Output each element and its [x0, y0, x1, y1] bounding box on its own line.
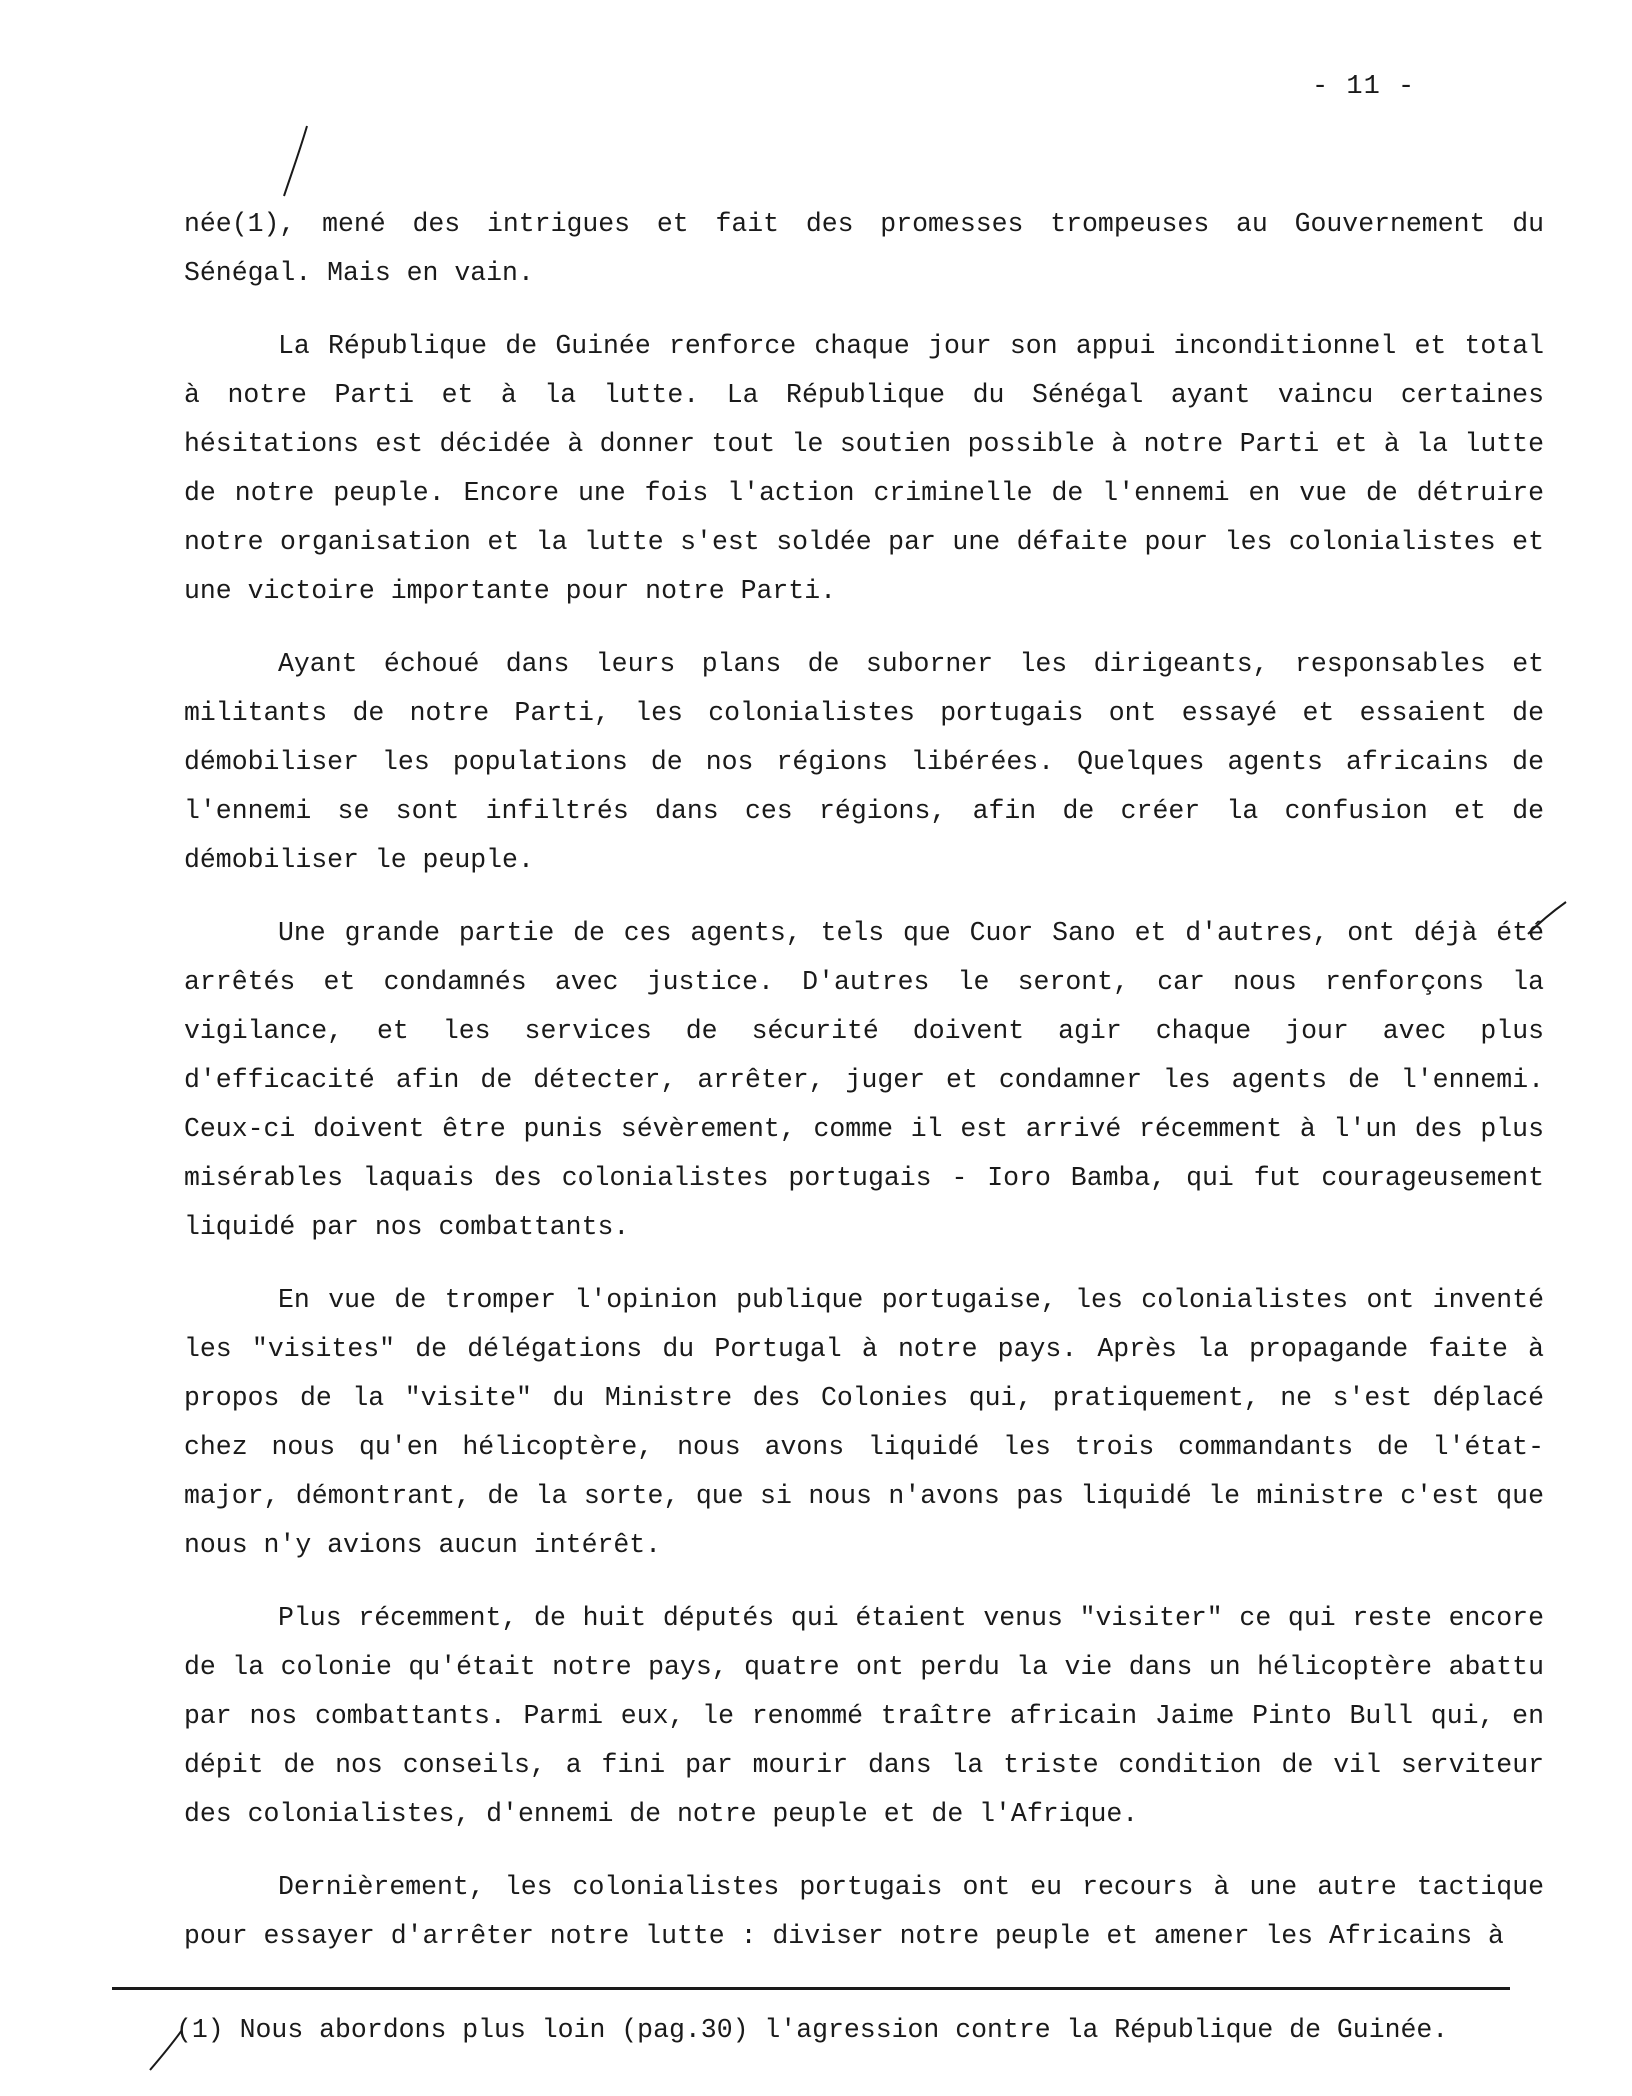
footnote-divider — [112, 1987, 1510, 1990]
paragraph: En vue de tromper l'opinion publique portugaise, les colonialistes ont inventé les "visites" de délégations du Portugal à notre pays. Après la propagande faite à propos de la "visite" du Ministre des Colonies qui, pratiquement, ne s'est déplacé chez nous qu'en hélicoptère, nous avons liquidé les trois commandants de l'état-major, démontrant, de la sorte, que si nous n'avons pas liquidé le ministre c'est que nous n'y avions aucun intérêt. — [184, 1285, 1544, 1560]
paragraph: La République de Guinée renforce chaque jour son appui inconditionnel et total à notre Parti et à la lutte. La République du Sénégal ayant vaincu certaines hésitations est décidée à donner tout le soutien possible à notre Parti et à la lutte de notre peuple. Encore une fois l'action criminelle de l'ennemi en vue de détruire notre organisation et la lutte s'est soldée par une défaite pour les colonialistes et une victoire importante pour notre Parti. — [184, 331, 1544, 606]
paragraph: Dernièrement, les colonialistes portugais ont eu recours à une autre tactique pour essayer d'arrêter notre lutte : diviser notre peuple et amener les Africains à — [184, 1872, 1544, 1951]
page-number: - 11 - — [1312, 72, 1416, 102]
paragraph: née(1), mené des intrigues et fait des promesses trompeuses au Gouvernement du Sénégal. Mais en vain. — [184, 209, 1544, 288]
paragraph: Une grande partie de ces agents, tels que Cuor Sano et d'autres, ont déjà été arrêtés et condamnés avec justice. D'autres le seront, car nous renforçons la vigilance, et les services de sécurité doivent agir chaque jour avec plus d'efficacité afin de détecter, arrêter, juger et condamner les agents de l'ennemi. Ceux-ci doivent être punis sévèrement, comme il est arrivé récemment à l'un des plus misérables laquais des colonialistes portugais - Ioro Bamba, qui fut courageusement liquidé par nos combattants. — [184, 918, 1544, 1242]
document-body — [184, 200, 1544, 1985]
footnote: (1) Nous abordons plus loin (pag.30) l'agression contre la République de Guinée. — [176, 2015, 1449, 2045]
paragraph: Ayant échoué dans leurs plans de suborner les dirigeants, responsables et militants de notre Parti, les colonialistes portugais ont essayé et essaient de démobiliser les populations de nos régions libérées. Quelques agents africains de l'ennemi se sont infiltrés dans ces régions, afin de créer la confusion et de démobiliser le peuple. — [184, 649, 1544, 875]
paragraph: Plus récemment, de huit députés qui étaient venus "visiter" ce qui reste encore de la colonie qu'était notre pays, quatre ont perdu la vie dans un hélicoptère abattu par nos combattants. Parmi eux, le renommé traître africain Jaime Pinto Bull qui, en dépit de nos conseils, a fini par mourir dans la triste condition de vil serviteur des colonialistes, d'ennemi de notre peuple et de l'Afrique. — [184, 1603, 1544, 1829]
